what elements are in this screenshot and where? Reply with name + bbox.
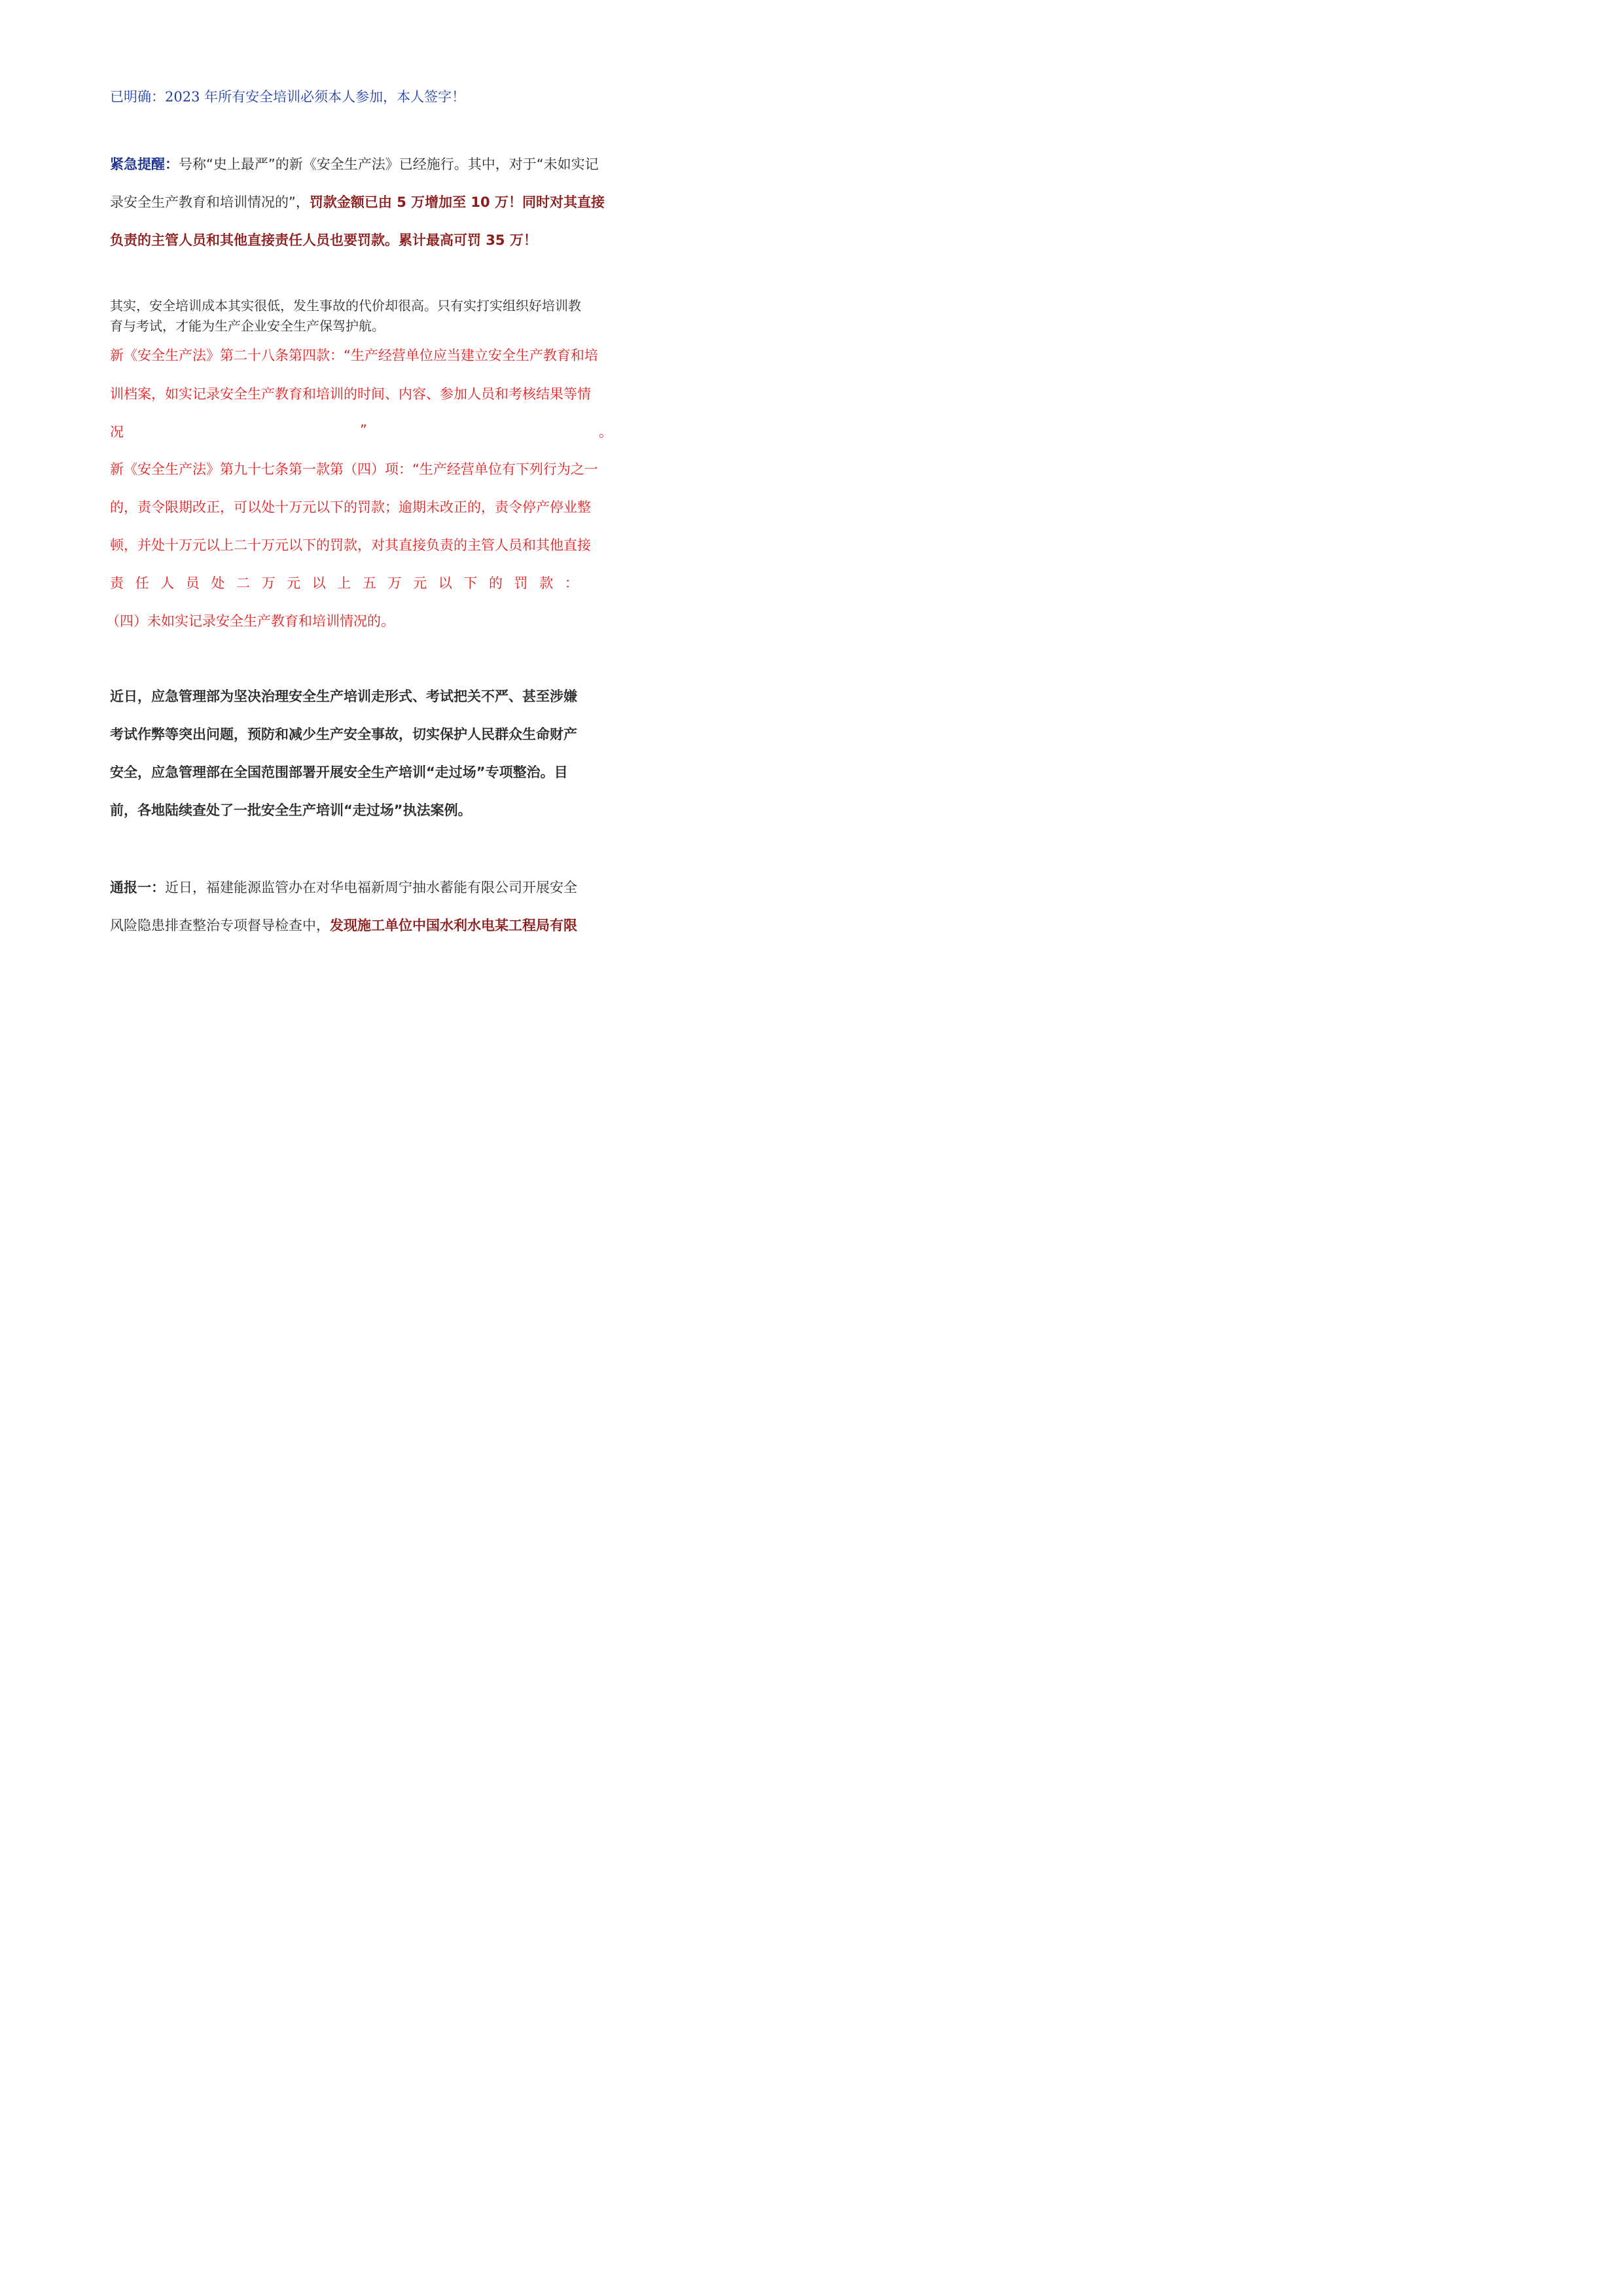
law-article-28-line-3a: 况 xyxy=(110,424,124,440)
law-article-28-line-1: 新《安全生产法》第二十八条第四款：“生产经营单位应当建立安全生产教育和培 xyxy=(110,348,598,363)
report-one-line-2 xyxy=(110,919,577,933)
ministry-paragraph-line-1: 近日，应急管理部为坚决治理安全生产培训走形式、考试把关不严、甚至涉嫌 xyxy=(110,689,577,704)
fine-increase-text: 罚款金额已由 5 万增加至 10 万！同时对其直接 xyxy=(309,194,605,210)
training-cost-line-1: 其实，安全培训成本其实很低，发生事故的代价却很高。只有实打实组织好培训教 xyxy=(110,298,581,314)
urgent-reminder-line-1 xyxy=(110,158,599,171)
urgent-reminder-line-3: 负责的主管人员和其他直接责任人员也要罚款。累计最高可罚 35 万！ xyxy=(110,232,537,248)
report-one-text-1: 近日，福建能源监管办在对华电福新周宁抽水蓄能有限公司开展安全 xyxy=(165,880,577,895)
law-article-28-line-3c: 。 xyxy=(599,424,613,440)
ministry-paragraph-line-4: 前，各地陆续查处了一批安全生产培训“走过场”执法案例。 xyxy=(110,802,472,818)
urgent-reminder-text-2: 录安全生产教育和培训情况的”， xyxy=(110,194,310,210)
urgent-reminder-line-2 xyxy=(110,196,605,209)
ministry-paragraph-line-2: 考试作弊等突出问题，预防和减少生产安全事故，切实保护人民群众生命财产 xyxy=(110,726,577,742)
report-one-label: 通报一： xyxy=(110,880,165,895)
report-one-finding: 发现施工单位中国水利水电某工程局有限 xyxy=(330,918,577,933)
urgent-reminder-label: 紧急提醒： xyxy=(110,156,179,172)
law-article-97-line-4: 责任人员处二万元以上五万元以下的罚款： xyxy=(110,575,590,591)
law-article-97-line-2: 的，责令限期改正，可以处十万元以下的罚款；逾期未改正的，责令停产停业整 xyxy=(110,499,591,515)
notice-line: 已明确：2023 年所有安全培训必须本人参加，本人签字！ xyxy=(110,89,466,105)
report-one-text-2: 风险隐患排查整治专项督导检查中， xyxy=(110,918,330,933)
training-cost-line-2: 育与考试，才能为生产企业安全生产保驾护航。 xyxy=(110,318,385,334)
law-article-28-line-3b: ” xyxy=(360,422,367,438)
urgent-reminder-text-1: 号称“史上最严”的新《安全生产法》已经施行。其中，对于“未如实记 xyxy=(179,156,599,172)
law-article-97-line-5: （四）未如实记录安全生产教育和培训情况的。 xyxy=(106,613,395,629)
law-article-97-line-3: 顿，并处十万元以上二十万元以下的罚款，对其直接负责的主管人员和其他直接 xyxy=(110,537,591,553)
report-one-line-1 xyxy=(110,881,577,895)
law-article-28-line-2: 训档案，如实记录安全生产教育和培训的时间、内容、参加人员和考核结果等情 xyxy=(110,386,591,402)
ministry-paragraph-line-3: 安全，应急管理部在全国范围部署开展安全生产培训“走过场”专项整治。目 xyxy=(110,764,568,780)
law-article-97-line-1: 新《安全生产法》第九十七条第一款第（四）项：“生产经营单位有下列行为之一 xyxy=(110,461,598,477)
